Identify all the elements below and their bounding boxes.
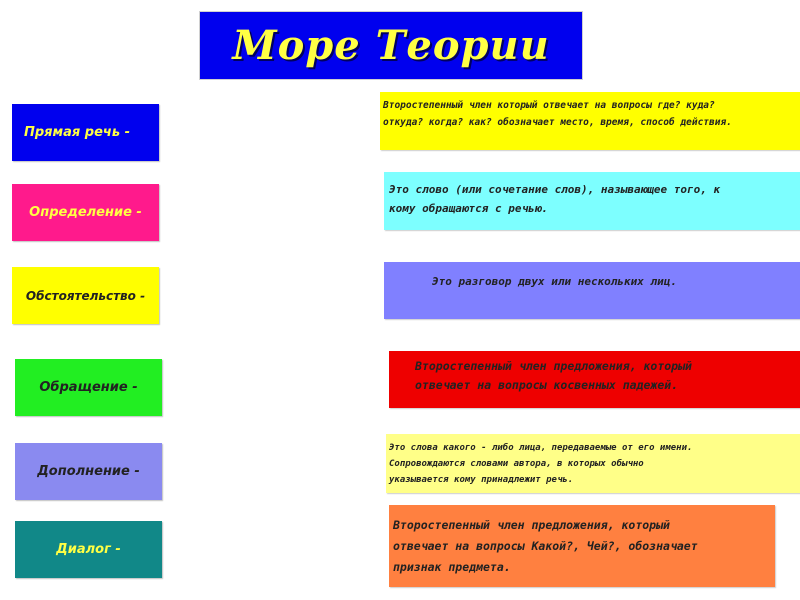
definition-text: Второстепенный член который отвечает на вопросы где? куда? откуда? когда? как? обозначает место, время, способ действия. (383, 100, 732, 128)
definition-direct-speech[interactable] (386, 434, 800, 493)
definition-adverbial[interactable] (380, 92, 800, 150)
term-direct-speech[interactable] (12, 104, 159, 161)
definition-dialogue[interactable] (384, 262, 800, 319)
term-dialogue[interactable] (15, 521, 162, 578)
definition-text: Второстепенный член предложения, который отвечает на вопросы косвенных падежей. (415, 359, 692, 392)
definition-text: Это разговор двух или нескольких лиц. (432, 275, 678, 288)
definition-text: Это слово (или сочетание слов), называющее того, к кому обращаются с речью. (389, 183, 721, 215)
term-label: Определение - (29, 205, 142, 220)
term-label: Дополнение - (37, 464, 140, 479)
term-address[interactable] (15, 359, 162, 416)
term-label: Прямая речь - (24, 125, 130, 140)
definition-address[interactable] (384, 172, 800, 230)
definition-object[interactable] (389, 351, 800, 408)
definition-text: Второстепенный член предложения, который отвечает на вопросы Какой?, Чей?, обозначает признак предмета. (393, 518, 698, 574)
term-label: Обстоятельство - (25, 288, 146, 303)
term-object[interactable] (15, 443, 162, 500)
term-adverbial[interactable] (12, 267, 159, 324)
definition-text: Это слова какого - либо лица, передаваемые от его имени. Сопровождаются словами автора, в которых обычно указывается кому принадлежит речь. (389, 443, 693, 485)
title-banner (199, 11, 583, 80)
page-title: Море Теории (232, 22, 550, 69)
term-attribute[interactable] (12, 184, 159, 241)
definition-attribute[interactable] (389, 505, 775, 587)
term-label: Обращение - (39, 380, 138, 395)
term-label: Диалог - (56, 542, 121, 557)
